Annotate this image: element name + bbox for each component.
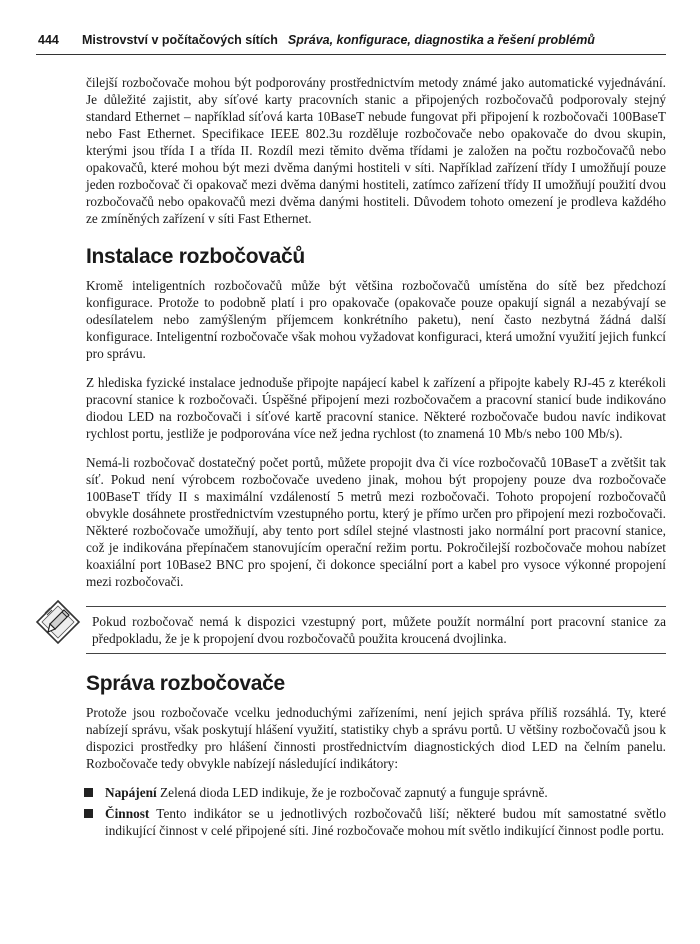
list-item	[86, 805, 666, 839]
indicator-list	[86, 784, 666, 839]
section-heading-management: Správa rozbočovače	[86, 672, 285, 695]
header-rule	[36, 54, 666, 55]
bullet-square-icon	[84, 809, 93, 818]
paragraph-intro: čilejší rozbočovače mohou být podporovány prostřednictvím metody známé jako automatické vyjednávání. Je důležité zajistit, aby síťové karty pracovních stanic a připojených rozbočovačů podporovaly stejný standard Ethernet – například síťová karta 10BaseT nebude fungovat při připojení k rozbočovači 100BaseT nebo Fast Ethernet. Specifikace IEEE 802.3u rozděluje rozbočovače nebo opakovače do dvou skupin, kterými jsou třída I a třída II. Rozdíl mezi těmito dvěma třídami je založen na počtu rozbočovačů nebo opakovačů, které mohou být mezi dvěma danými hostiteli v síti. Například zařízení třídy I umožňují pouze jeden rozbočovač či opakovač mezi dvěma danými hostiteli, zatímco zařízení třídy II umožňují použití dvou rozbočovačů nebo opakovačů mezi dvěma danými hostiteli. Důvodem tohoto omezení je prodleva každého ze zmíněných zařízení v síti Fast Ethernet.	[86, 75, 666, 226]
paragraph-management: Protože jsou rozbočovače vcelku jednoduchými zařízeními, není jejich správa příliš rozsáhlá. Ty, které nabízejí správu, však poskytují hlášení využití, statistiky chyb a správu portů. U většiny rozbočovačů jsou k dispozici prostředky pro hlášení činnosti prostřednictvím diagnostických diod LED na čelním panelu. Rozbočovače tedy obvykle nabízejí následující indikátory:	[86, 705, 666, 771]
paragraph-installation-3: Nemá-li rozbočovač dostatečný počet portů, můžete propojit dva či více rozbočovačů 10BaseT a zvětšit tak síť. Pokud není výrobcem rozbočovače uvedeno jinak, mohou být propojeny pouze dva rozbočovače 100BaseT třídy II s maximální vzdáleností 5 metrů mezi rozbočovači. Tohoto propojení rozbočovačů obvykle dosáhnete prostřednictvím vzestupného portu, který je přímo určen pro připojení mezi rozbočovači. Některé rozbočovače umožňují, aby tento port sdílel stejné vlastnosti jako normální port pracovní stanice, což je indikována přepínačem stanovujícím operační režim portu. Pokročilejší rozbočovače mohou nabízet koaxiální port 10Base2 BNC pro spojení, či dokonce speciální port a kabel pro vysoce výkonné propojení mezi rozbočovači.	[86, 455, 666, 589]
list-item-text: Zelená dioda LED indikuje, že je rozbočovač zapnutý a funguje správně.	[156, 785, 548, 800]
list-item-text: Tento indikátor se u jednotlivých rozbočovačů liší; některé budou mít samostatné světlo indikující činnost v celé připojené síti. Jiné rozbočovače mohou mít světlo indikující činnost podle portu.	[105, 806, 666, 838]
list-item-term: Napájení	[105, 785, 157, 800]
bullet-square-icon	[84, 788, 93, 797]
note-text: Pokud rozbočovač nemá k dispozici vzestupný port, můžete použít normální port pracovní stanice za předpokladu, že je k propojení dvou rozbočovačů použita kroucená dvojlinka.	[92, 614, 666, 646]
book-title: Mistrovství v počítačových sítích	[82, 33, 278, 47]
note-box	[86, 606, 666, 654]
page-number: 444	[38, 33, 59, 47]
page-body	[86, 74, 666, 843]
paragraph-installation-2: Z hlediska fyzické instalace jednoduše připojte napájecí kabel k zařízení a připojte kabely RJ-45 z kterékoli pracovní stanice k rozbočovači. Úspěšné připojení mezi rozbočovačem a pracovní stanicí bude indikováno diodou LED na rozbočovači i síťové kartě pracovní stanice. Některé rozbočovače budou navíc indikovat rychlost portu, jestliže je podporována více než jedna rychlost (to znamená 10 Mb/s nebo 100 Mb/s).	[86, 375, 666, 441]
list-item	[86, 784, 666, 801]
chapter-title: Správa, konfigurace, diagnostika a řešení problémů	[287, 33, 595, 47]
list-item-term: Činnost	[105, 806, 150, 821]
running-header	[38, 33, 666, 47]
section-heading-installation: Instalace rozbočovačů	[86, 245, 305, 268]
paragraph-installation-1: Kromě inteligentních rozbočovačů může být většina rozbočovačů umístěna do sítě bez předchozí konfigurace. Protože to podobně platí i pro opakovače (opakovače pouze opakují signál a nezabývají se odesílatelem nebo zamýšleným příjemcem konkrétního paketu), není často nezbytná žádná další konfigurace. Inteligentní rozbočovače však mohou vyžadovat konfiguraci, která umožní využití jejich funkcí pro správu.	[86, 278, 666, 361]
note-pencil-icon	[34, 598, 82, 660]
